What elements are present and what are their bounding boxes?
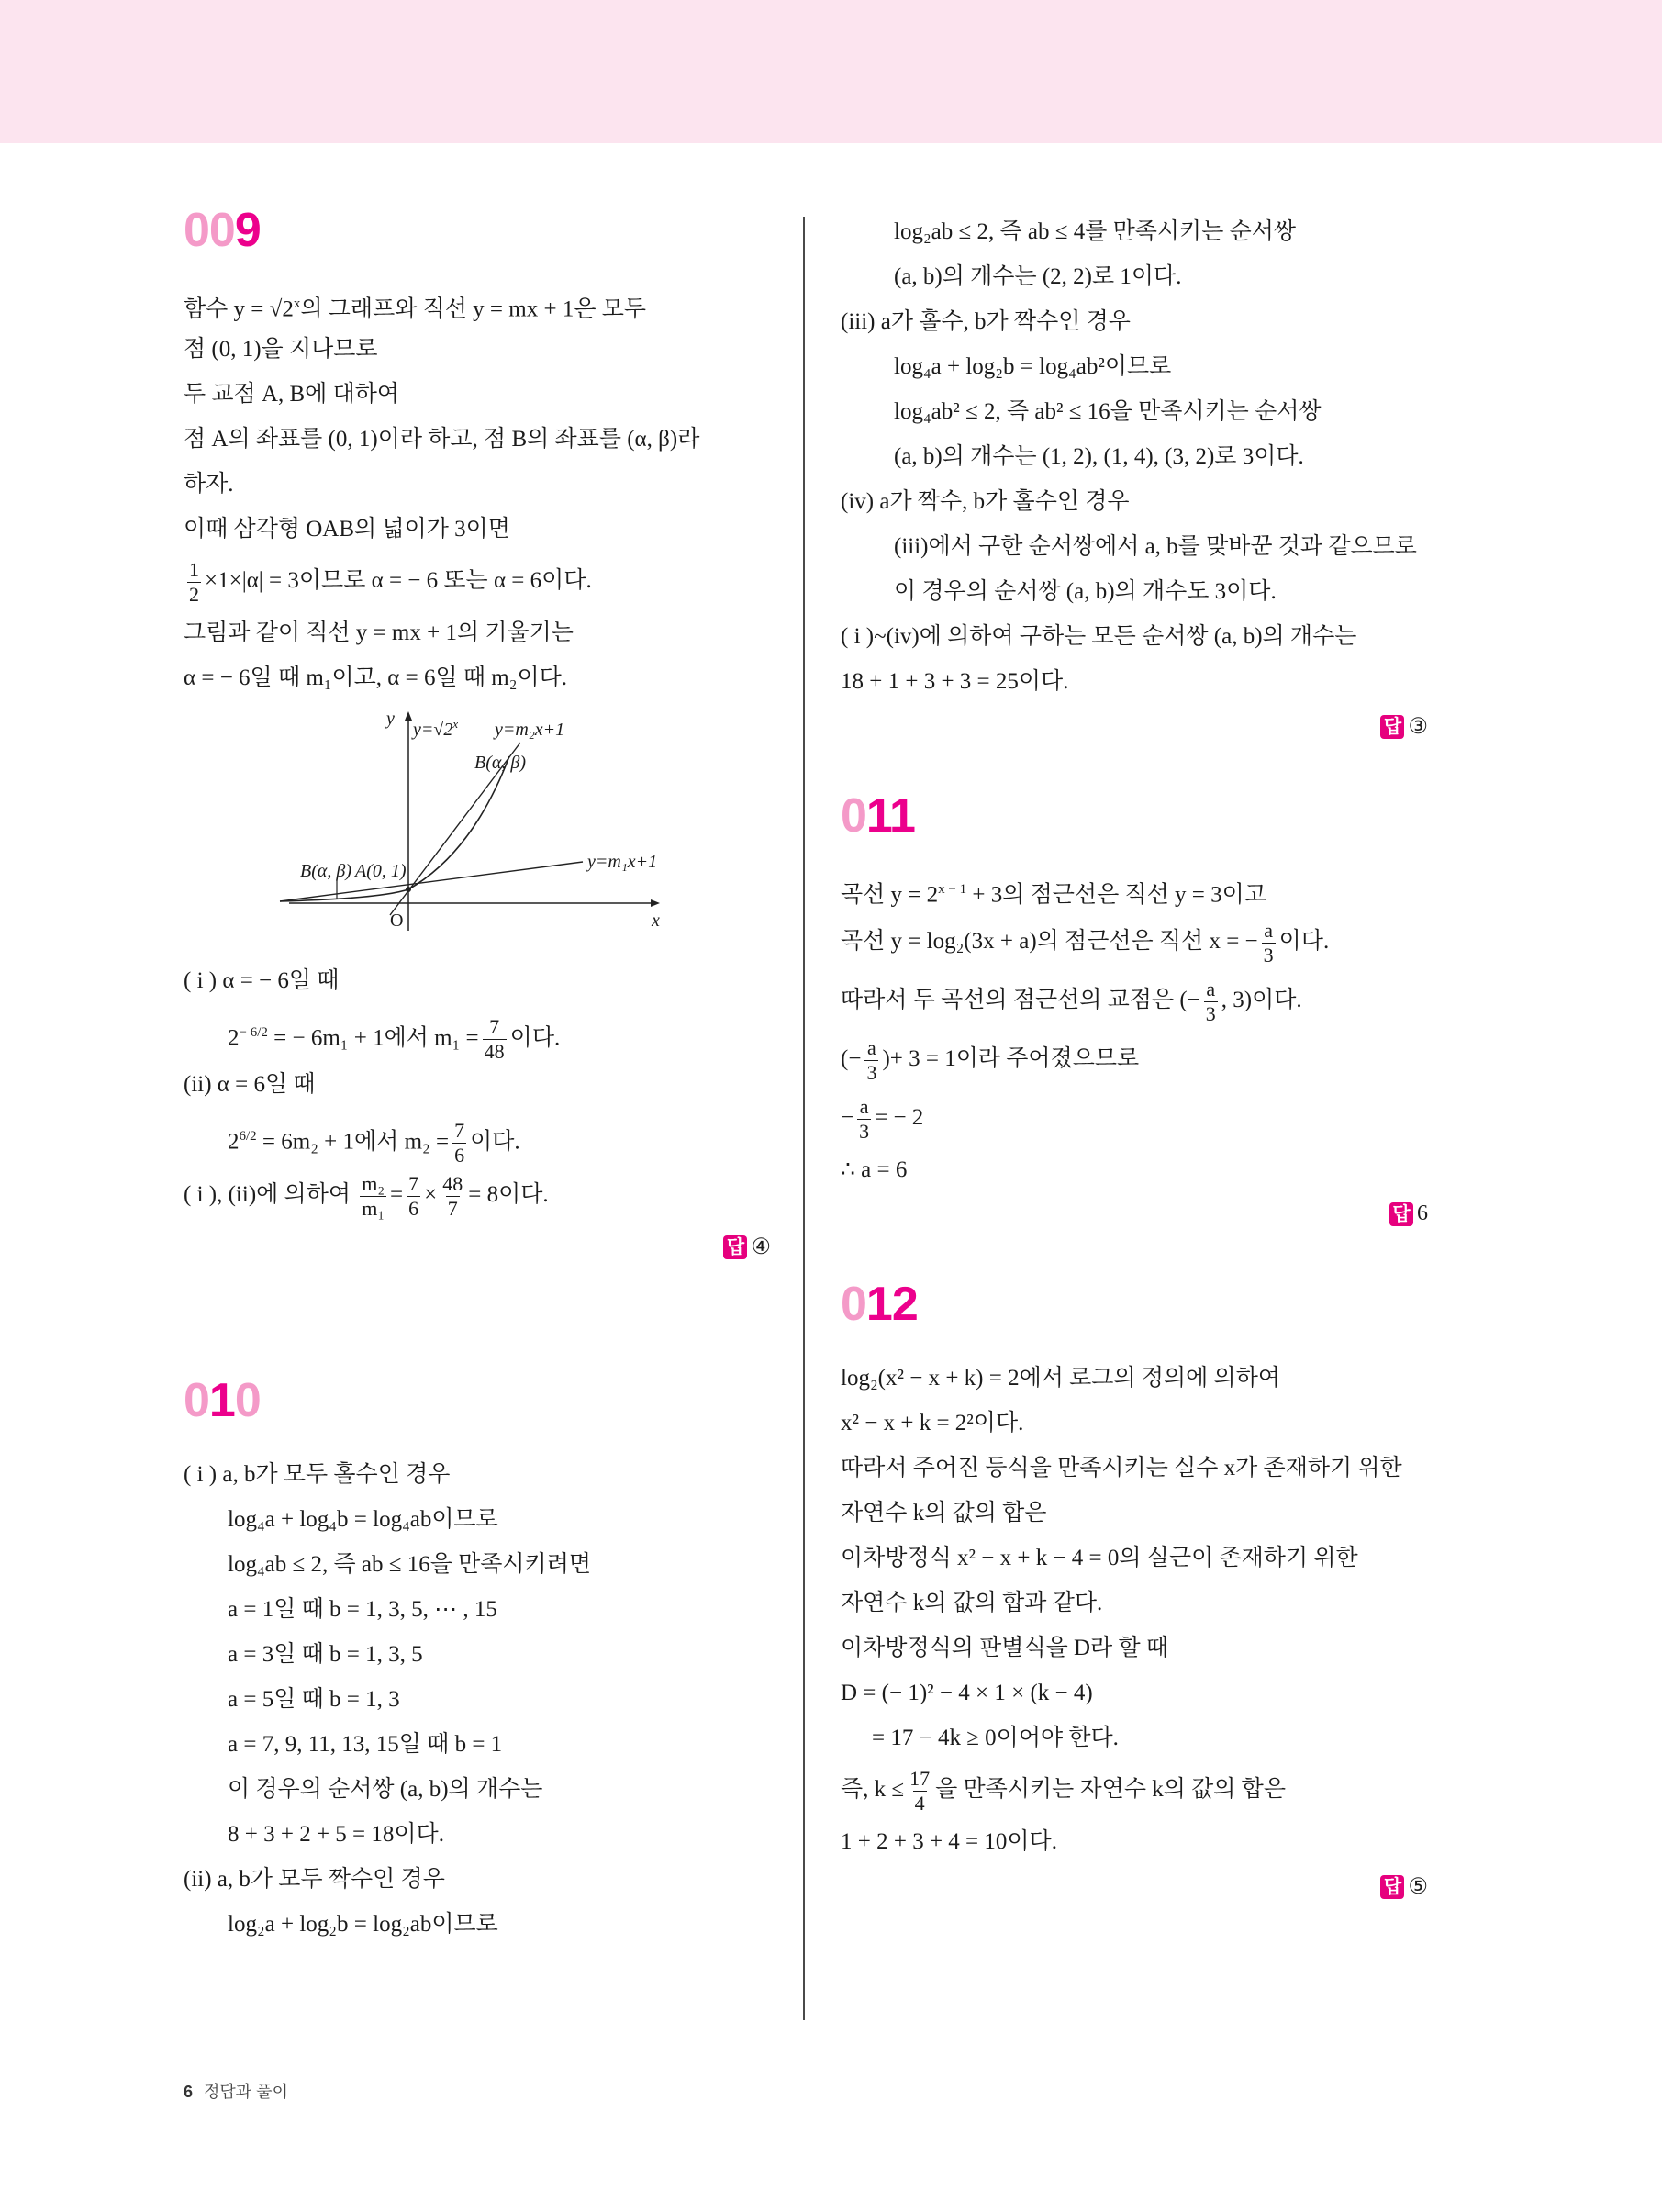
y-axis-arrow (405, 711, 412, 721)
origin-label: O (390, 910, 404, 931)
answer-value: ③ (1408, 715, 1428, 739)
problem-number-prefix: 00 (184, 204, 235, 257)
p009-case-1: ( i ) α = − 6일 때 (184, 968, 340, 993)
point-a (406, 887, 411, 892)
problem-number-009 (184, 204, 771, 257)
p009-line-1: 함수 $y = √2^x$의 그래프와 직선 y = mx + 1은 모두 (184, 296, 647, 322)
problem-number-012: 012 (841, 1278, 918, 1331)
p012-line-5: 이차방정식 x² − x + k − 4 = 0의 실근이 존재하기 위한 (841, 1546, 1358, 1570)
p011-line-6: ∴ a = 6 (841, 1157, 908, 1182)
p010-case-4b: 이 경우의 순서쌍 (a, b)의 개수도 3이다. (894, 579, 1277, 604)
point-b-right-label: B(α, β) (474, 753, 526, 773)
p012-line-2: x² − x + k = 2²이다. (841, 1411, 1024, 1436)
p010-result: 18 + 1 + 3 + 3 = 25이다. (841, 669, 1069, 694)
p010-case-2c: (a, b)의 개수는 (2, 2)로 1이다. (894, 264, 1182, 289)
p010-case-3c: (a, b)의 개수는 (1, 2), (1, 4), (3, 2)로 3이다. (894, 444, 1304, 469)
answer-value: 6 (1417, 1201, 1428, 1225)
line-m2-label: y=m₂x+1 (495, 720, 565, 740)
p009-line-7: $\frac{1}{2}$ ×1×|α| = 3이므로 α = − 6 또는 α = 6이다. (189, 557, 592, 606)
x-axis-arrow (651, 899, 660, 907)
p009-case-2-eq: $2^{6/2} = 6m_2 + 1$에서 m₂ = $\frac{7}{6}$ 이다. (228, 1119, 520, 1167)
p010-case-3: (iii) a가 홀수, b가 짝수인 경우 (841, 309, 1131, 334)
p009-line-5: 하자. (184, 472, 234, 497)
point-b-left-label: B(α, β) (300, 861, 351, 881)
p012-line-8: D = (− 1)² − 4 × 1 × (k − 4) (841, 1681, 1093, 1705)
p010-case-1f: a = 7, 9, 11, 13, 15일 때 b = 1 (228, 1732, 503, 1757)
p009-line-2: 점 (0, 1)을 지나므로 (184, 337, 378, 362)
x-axis-label: x (652, 910, 660, 931)
problem-number-010: 010 (184, 1374, 261, 1427)
page-footer (184, 2079, 288, 2103)
point-a-label: A(0, 1) (355, 861, 407, 881)
p010-case-1h: 8 + 3 + 2 + 5 = 18이다. (228, 1822, 444, 1847)
fraction: $\frac{1}{2}$ (189, 557, 199, 606)
p010-case-1b: log₄ab ≤ 2, 즉 ab ≤ 16을 만족시키려면 (228, 1552, 591, 1577)
p012-line-3: 따라서 주어진 등식을 만족시키는 실수 x가 존재하기 위한 (841, 1456, 1402, 1480)
p010-case-1e: a = 5일 때 b = 1, 3 (228, 1687, 400, 1712)
p010-case-1a: log₄a + log₄b = log₄ab이므로 (228, 1507, 498, 1532)
p009-line-4: 점 A의 좌표를 (0, 1)이라 하고, 점 B의 좌표를 (α, β)라 (184, 427, 700, 452)
p011-answer (841, 1201, 1428, 1234)
p012-line-6: 자연수 k의 값의 합과 같다. (841, 1591, 1103, 1615)
p012-answer (841, 1873, 1428, 1906)
left-column (184, 204, 771, 1947)
p010-answer (841, 713, 1428, 746)
p011-line-5: − $\frac{a}{3}$ = − 2 (841, 1094, 924, 1143)
p012-line-4: 자연수 k의 값의 합은 (841, 1501, 1047, 1525)
graph-figure (271, 706, 693, 944)
p010-case-1d: a = 3일 때 b = 1, 3, 5 (228, 1642, 423, 1667)
p009-line-9: α = − 6일 때 m₁이고, α = 6일 때 m₂이다. (184, 665, 568, 690)
header-band (0, 0, 1662, 143)
p010-case-2: (ii) a, b가 모두 짝수인 경우 (184, 1867, 445, 1892)
p010-summary: ( i )~(iv)에 의하여 구하는 모든 순서쌍 (a, b)의 개수는 (841, 624, 1357, 649)
right-column (841, 209, 1428, 1906)
answer-value: ④ (751, 1235, 771, 1259)
p012-line-10: 즉, k ≤ $\frac{17}{4}$ 을 만족시키는 자연수 k의 값의 합은 (841, 1766, 1286, 1815)
p009-answer (184, 1234, 771, 1267)
problem-number-last: 9 (234, 204, 261, 257)
page-number: 6 (184, 2083, 194, 2101)
p012-line-7: 이차방정식의 판별식을 D라 할 때 (841, 1636, 1169, 1660)
column-divider (803, 217, 805, 2020)
p010-case-2b: log₂ab ≤ 2, 즉 ab ≤ 4를 만족시키는 순서쌍 (894, 219, 1297, 244)
p012-line-1: log₂(x² − x + k) = 2에서 로그의 정의에 의하여 (841, 1366, 1281, 1391)
p010-case-3a: log₄a + log₂b = log₄ab²이므로 (894, 354, 1172, 379)
p010-case-1g: 이 경우의 순서쌍 (a, b)의 개수는 (228, 1777, 543, 1802)
p012-line-9: = 17 − 4k ≥ 0이어야 한다. (872, 1726, 1119, 1750)
p012-line-11: 1 + 2 + 3 + 4 = 10이다. (841, 1829, 1057, 1854)
p009-line-3: 두 교점 A, B에 대하여 (184, 382, 400, 407)
p010-case-4a: (iii)에서 구한 순서쌍에서 a, b를 맞바꾼 것과 같으므로 (894, 534, 1417, 559)
p010-case-1c: a = 1일 때 b = 1, 3, 5, ⋯ , 15 (228, 1597, 497, 1622)
problem-number-011: 011 (841, 789, 915, 843)
p009-line-8: 그림과 같이 직선 y = mx + 1의 기울기는 (184, 620, 574, 645)
answer-badge: 답 (1380, 1875, 1404, 1899)
answer-badge: 답 (723, 1235, 747, 1259)
p009-conclusion: ( i ), (ii)에 의하여 $\frac{\text{m₂}}{\text{m₁}}$ = $\frac{7}{6}$ × $\frac{48}{7}$ = 8이다. (184, 1171, 549, 1220)
p009-line-6: 이때 삼각형 OAB의 넓이가 3이면 (184, 517, 510, 542)
p010-case-3b: log₄ab² ≤ 2, 즉 ab² ≤ 16을 만족시키는 순서쌍 (894, 399, 1322, 424)
p011-line-2: 곡선 y = log₂(3x + a)의 점근선은 직선 x = − $\frac{a}{3}$ 이다. (841, 918, 1330, 966)
p010-case-2a: log₂a + log₂b = log₂ab이므로 (228, 1912, 498, 1937)
p009-case-1-eq: $2^{- 6/2}$ = − 6m₁ + 1에서 m₁ = $\frac{7}{48}$ 이다. (228, 1015, 561, 1064)
p011-line-4: (− $\frac{a}{3}$ )+ 3 = 1이라 주어졌으므로 (841, 1035, 1140, 1084)
p009-case-2: (ii) α = 6일 때 (184, 1072, 316, 1097)
p011-line-3: 따라서 두 곡선의 점근선의 교점은 (− $\frac{a}{3}$ , 3)이다. (841, 977, 1302, 1025)
answer-badge: 답 (1380, 715, 1404, 739)
line-m1-label: y=m₁x+1 (587, 852, 658, 872)
curve-label: $y=√2^x$ (413, 717, 459, 740)
answer-value: ⑤ (1408, 1875, 1428, 1899)
p010-case-4: (iv) a가 짝수, b가 홀수인 경우 (841, 489, 1130, 514)
answer-badge: 답 (1389, 1202, 1413, 1226)
p011-line-1: 곡선 $y = 2^{x - 1} + 3$의 점근선은 직선 y = 3이고 (841, 882, 1266, 908)
footer-label: 정답과 풀이 (204, 2083, 288, 2101)
p010-case-1: ( i ) a, b가 모두 홀수인 경우 (184, 1462, 451, 1487)
y-axis-label: y (386, 709, 395, 729)
